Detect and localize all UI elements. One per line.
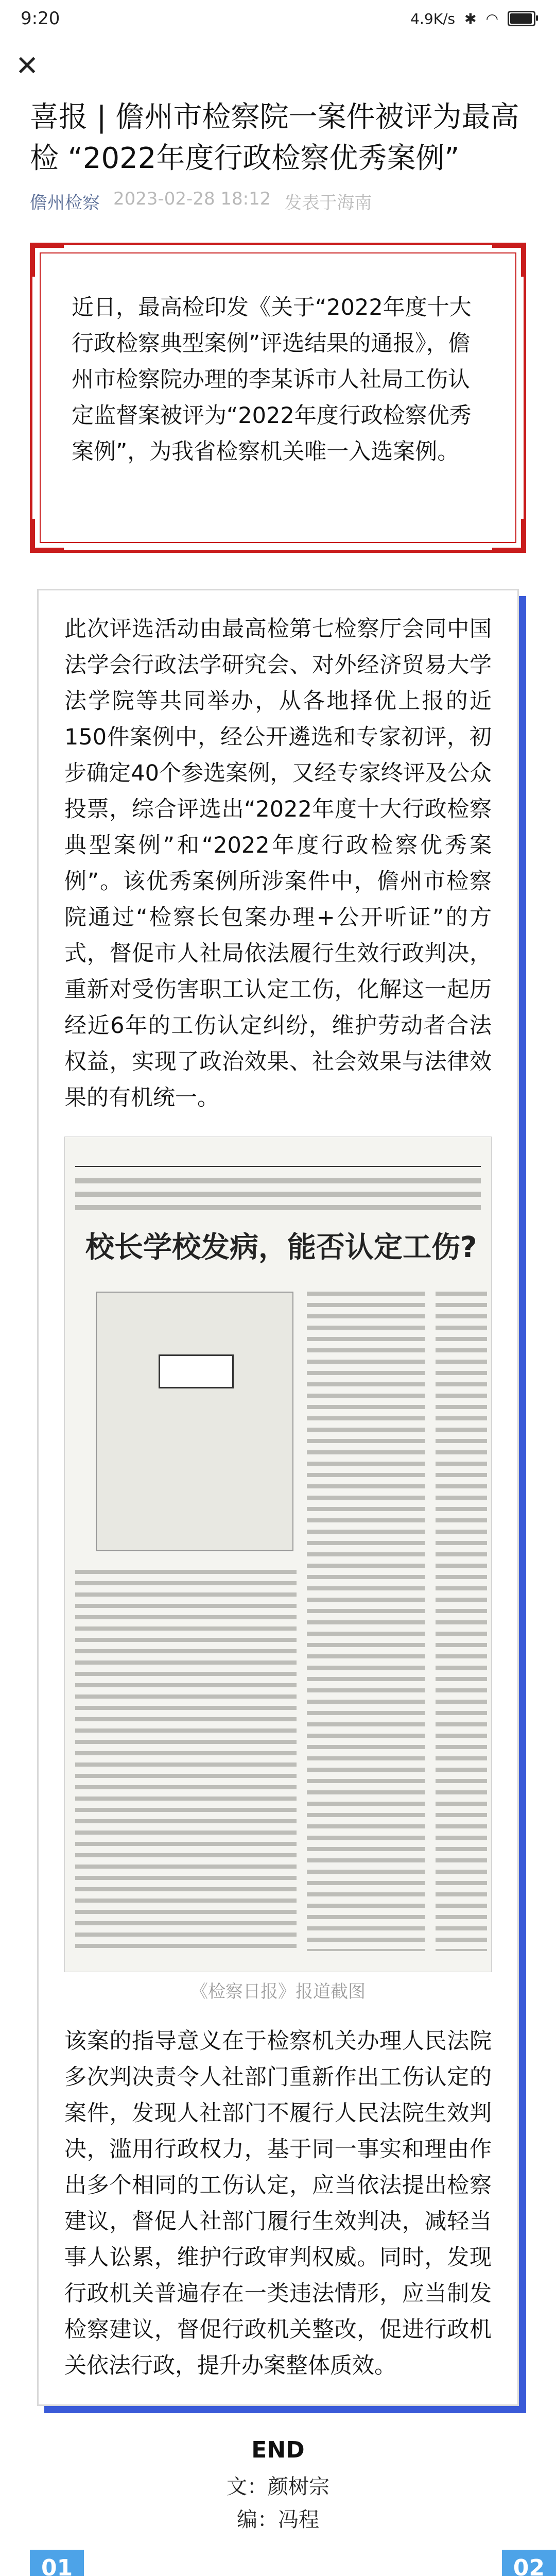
intro-text: 近日，最高检印发《关于“2022年度十大行政检察典型案例”评选结果的通报》，儋州市检察院办理的李某诉市人社局工伤认定监督案被评为“2022年度行政检察优秀案例”，为我省检察机关唯一入选案例。 <box>40 252 516 543</box>
status-icons <box>410 10 535 27</box>
body-paragraph-2: 该案的指导意义在于检察机关办理人民法院多次判决责令人社部门重新作出工伤认定的案件，发现人社部门不履行人民法院生效判决，滥用行政权力，基于同一事实和理由作出多个相同的工伤认定，应当依法提出检察建议，督促人社部门履行生效判决，减轻当事人讼累，维护行政审判权威。同时，发现行政机关普遍存在一类违法情形，应当制发检察建议，督促行政机关整改，促进行政机关依法行政，提升办案整体质效。 <box>64 2028 492 2379</box>
content-card <box>37 589 519 2406</box>
illustration-sign <box>159 1354 234 1388</box>
top-navbar <box>0 37 556 94</box>
intro-frame <box>30 243 526 553</box>
bluetooth-icon: ✱ <box>464 10 477 27</box>
publish-location: 发表于海南 <box>284 193 372 213</box>
frame-corner <box>30 519 64 553</box>
status-time: 9:20 <box>21 8 60 29</box>
image-caption: 《检察日报》报道截图 <box>190 1981 366 2002</box>
slide-index-right: 02 <box>502 2550 556 2576</box>
end-label: END <box>251 2437 305 2463</box>
newspaper-masthead <box>75 1145 481 1167</box>
wifi-icon: ◠ <box>485 10 498 27</box>
newspaper-illustration <box>96 1292 293 1551</box>
newspaper-column <box>75 1570 297 1951</box>
newspaper-column <box>307 1292 425 1951</box>
account-link[interactable]: 儋州检察 <box>30 193 100 213</box>
newspaper-text-line <box>75 1178 481 1183</box>
promo-carousel[interactable] <box>0 2550 556 2576</box>
net-speed: 4.9K/s <box>410 10 456 27</box>
battery-icon <box>508 11 535 26</box>
newspaper-text-line <box>75 1205 481 1210</box>
close-icon[interactable]: ✕ <box>15 49 39 82</box>
slide-index-left: 01 <box>30 2550 84 2576</box>
frame-corner <box>30 243 64 277</box>
status-bar <box>0 0 556 37</box>
article-meta <box>30 189 526 214</box>
editor-credit: 编：冯程 <box>237 2508 319 2532</box>
writer-credit: 文：颜树宗 <box>227 2475 329 2499</box>
article-title: 喜报 | 儋州市检察院一案件被评为最高检 “2022年度行政检察优秀案例” <box>30 100 519 175</box>
newspaper-text-line <box>75 1192 481 1197</box>
publish-date: 2023-02-28 18:12 <box>113 189 271 209</box>
frame-corner <box>492 519 526 553</box>
frame-corner <box>492 243 526 277</box>
newspaper-column <box>436 1292 487 1951</box>
newspaper-headline: 校长学校发病，能否认定工伤? <box>85 1231 477 1264</box>
newspaper-image[interactable] <box>64 1137 492 1972</box>
body-paragraph-1: 此次评选活动由最高检第七检察厅会同中国法学会行政法学研究会、对外经济贸易大学法学院等共同举办，从各地择优上报的近150件案例中，经公开遴选和专家初评，初步确定40个参选案例，又经专家终评及公众投票，综合评选出“2022年度十大行政检察典型案例”和“2022年度行政检察优秀案例”。该优秀案例所涉案件中，儋州市检察院通过“检察长包案办理+公开听证”的方式，督促市人社局依法履行生效行政判决，重新对受伤害职工认定工伤，化解这一起历经近6年的工伤认定纠纷，维护劳动者合法权益，实现了政治效果、社会效果与法律效果的有机统一。 <box>64 616 492 1111</box>
article <box>0 97 556 2576</box>
